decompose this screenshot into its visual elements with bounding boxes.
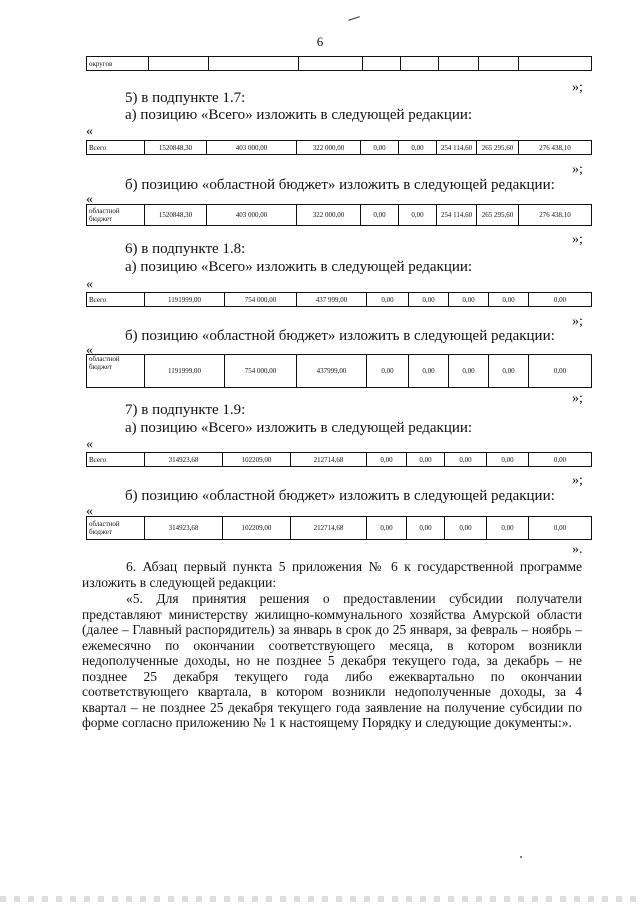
section-item: б) позицию «областной бюджет» изложить в следующей редакции: [125, 328, 555, 344]
table-cell: 0,00 [449, 355, 489, 388]
table-cell: 276 438,10 [519, 141, 592, 155]
closing-quote: »; [572, 162, 583, 177]
table-cell: Всего [87, 141, 145, 155]
table-cell: 314923,68 [145, 517, 223, 540]
open-quote: « [86, 437, 93, 452]
table-cell: 102209,00 [223, 453, 291, 467]
table-cell: 0,00 [489, 355, 529, 388]
closing-quote: »; [572, 80, 583, 95]
table-obl-budget-1-7 [86, 204, 592, 226]
table-cell: 0,00 [445, 517, 487, 540]
closing-quote: ». [572, 542, 583, 557]
table-cell: 1191999,00 [145, 355, 225, 388]
table-cell: 212714,68 [291, 517, 367, 540]
table-cell: 0,00 [361, 141, 399, 155]
closing-quote: »; [572, 473, 583, 488]
table-cell: 0,00 [407, 453, 445, 467]
table-cell: 102209,00 [223, 517, 291, 540]
scan-mark [348, 16, 360, 21]
table-cell: 0,00 [409, 355, 449, 388]
table-vsego-1-9 [86, 452, 592, 467]
table-cell: 437999,00 [297, 355, 367, 388]
table-cell: 0,00 [487, 453, 529, 467]
paragraph-body: «5. Для принятия решения о предоставлении субсидии получатели представляют министерству жилищно-коммунального хозяйства Амурской области (далее – Главный распорядитель) за январь в срок до 25 января, за февраль – ноябрь – ежемесячно по окончании соответствующего месяца, в котором возникли недополученные доходы, но не позднее 5 декабря текущего года, за декабрь – не позднее 25 декабря текущего года либо ежеквартально по окончании соответствующего квартала, в котором возникли недополученные доходы, за 4 квартал – не позднее 25 декабря текущего года заявление на получение субсидии по форме согласно приложению № 1 к настоящему Порядку и следующие документы:». [82, 591, 582, 730]
table-vsego-1-7 [86, 140, 592, 155]
closing-quote: »; [572, 232, 583, 247]
table-cell: 0,00 [407, 517, 445, 540]
table-cell: 754 000,00 [225, 355, 297, 388]
section-item: б) позицию «областной бюджет» изложить в следующей редакции: [125, 177, 555, 193]
table-cell: 1520848,30 [145, 205, 207, 226]
table-cell: 0,00 [399, 205, 437, 226]
table-cell: Всего [87, 293, 145, 307]
table-obl-budget-1-8 [86, 354, 592, 388]
table-cell: 0,00 [489, 293, 529, 307]
table-cell: 0,00 [367, 293, 409, 307]
table-cell: 0,00 [529, 293, 592, 307]
scan-edge-marks [0, 896, 640, 902]
table-cell: 0,00 [367, 355, 409, 388]
table-cell: 276 438,10 [519, 205, 592, 226]
closing-quote: »; [572, 314, 583, 329]
section-item: а) позицию «Всего» изложить в следующей редакции: [125, 107, 473, 123]
table-cell: 0,00 [449, 293, 489, 307]
table-cell: областной бюджет [87, 517, 145, 540]
table-cell: 437 999,00 [297, 293, 367, 307]
table-cell: 212714,68 [291, 453, 367, 467]
table-cell: 314923,68 [145, 453, 223, 467]
section-heading: 7) в подпункте 1.9: [125, 402, 246, 418]
table-cell: 265 295,60 [477, 205, 519, 226]
table-cell: 265 295,60 [477, 141, 519, 155]
table-cell: областной бюджет [87, 355, 145, 388]
table-cell: 0,00 [487, 517, 529, 540]
table-cell: 0,00 [529, 517, 592, 540]
table-cell: 403 000,00 [207, 205, 297, 226]
table-obl-budget-1-9 [86, 516, 592, 540]
open-quote: « [86, 124, 93, 139]
table-cell: 254 114,60 [437, 141, 477, 155]
table-cell: 0,00 [445, 453, 487, 467]
section-item: а) позицию «Всего» изложить в следующей редакции: [125, 420, 473, 436]
table-cell: 0,00 [529, 453, 592, 467]
table-cell: 0,00 [367, 517, 407, 540]
section-item: а) позицию «Всего» изложить в следующей редакции: [125, 259, 473, 275]
open-quote: « [86, 504, 93, 519]
open-quote: « [86, 277, 93, 292]
table-cell: 0,00 [409, 293, 449, 307]
table-cell: 322 000,00 [297, 141, 361, 155]
table-cell: 254 114,60 [437, 205, 477, 226]
table-vsego-1-8 [86, 292, 592, 307]
table-cell: 322 000,00 [297, 205, 361, 226]
scan-speck [520, 856, 522, 858]
section-item: б) позицию «областной бюджет» изложить в следующей редакции: [125, 488, 555, 504]
section-heading: 5) в подпункте 1.7: [125, 90, 246, 106]
page-number: 6 [316, 34, 324, 49]
table-cell: 0,00 [399, 141, 437, 155]
table-cell: 0,00 [529, 355, 592, 388]
section-heading: 6) в подпункте 1.8: [125, 241, 246, 257]
table-cell: 1520848,30 [145, 141, 207, 155]
closing-quote: »; [572, 391, 583, 406]
open-quote: « [86, 343, 93, 358]
paragraph-intro: 6. Абзац первый пункта 5 приложения № 6 к государственной программе изложить в следующей редакции: [82, 559, 582, 590]
table-cell: 1191999,00 [145, 293, 225, 307]
table-cell: 754 000,00 [225, 293, 297, 307]
table-okrugov [86, 56, 592, 71]
table-cell: 0,00 [367, 453, 407, 467]
table-cell: областной бюджет [87, 205, 145, 226]
open-quote: « [86, 192, 93, 207]
table-cell: Всего [87, 453, 145, 467]
table-cell: 403 000,00 [207, 141, 297, 155]
table-cell: 0,00 [361, 205, 399, 226]
table-cell: округов [87, 57, 149, 71]
